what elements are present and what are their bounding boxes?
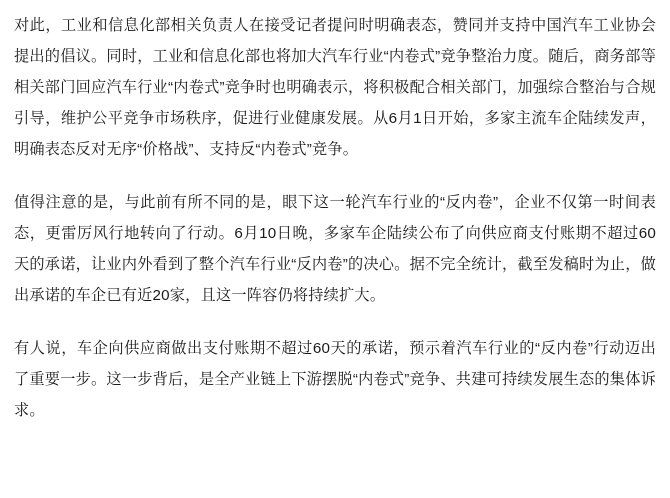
paragraph-3: 有人说，车企向供应商做出支付账期不超过60天的承诺，预示着汽车行业的“反内卷”行动迈出了重要一步。这一步背后，是全产业链上下游摆脱“内卷式”竞争、共建可持续发展生态的集体诉求。 xyxy=(14,340,656,419)
paragraph-1: 对此，工业和信息化部相关负责人在接受记者提问时明确表态，赞同并支持中国汽车工业协会提出的倡议。同时，工业和信息化部也将加大汽车行业“内卷式”竞争整治力度。随后，商务部等相关部门回应汽车行业“内卷式”竞争时也明确表示，将积极配合相关部门，加强综合整治与合规引导，维护公平竞争市场秩序，促进行业健康发展。从6月1日开始，多家主流车企陆续发声，明确表态反对无序“价格战”、支持反“内卷式”竞争。 xyxy=(14,17,656,158)
paragraph-2: 值得注意的是，与此前有所不同的是，眼下这一轮汽车行业的“反内卷”，企业不仅第一时间表态，更雷厉风行地转向了行动。6月10日晚，多家车企陆续公布了向供应商支付账期不超过60天的承诺，让业内外看到了整个汽车行业“反内卷”的决心。据不完全统计，截至发稿时为止，做出承诺的车企已有近20家，且这一阵容仍将持续扩大。 xyxy=(14,194,656,304)
